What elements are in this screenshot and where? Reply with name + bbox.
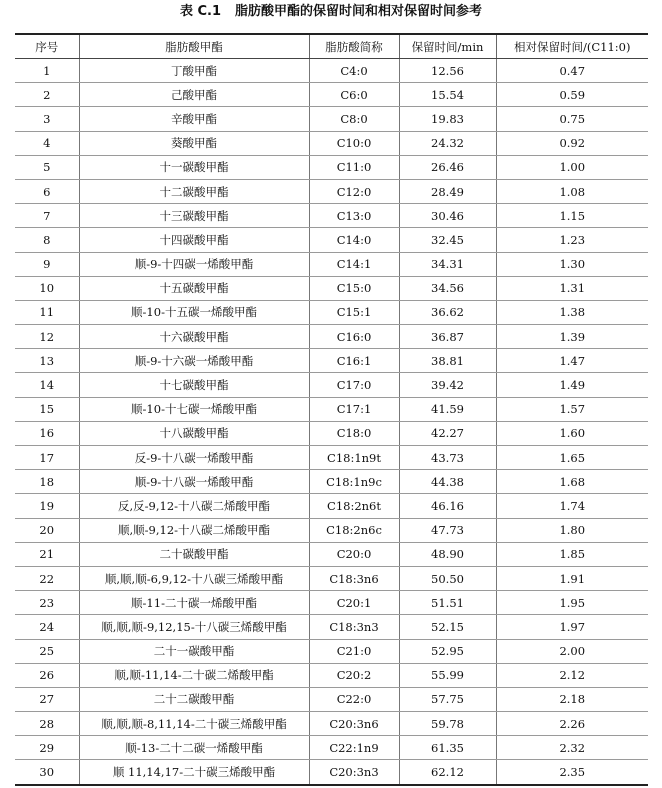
cell-retention-time: 50.50 (399, 566, 496, 590)
cell-fame-name: 顺-13-二十二碳一烯酸甲酯 (79, 736, 309, 760)
cell-index: 4 (15, 131, 79, 155)
cell-index: 3 (15, 107, 79, 131)
table-row (15, 615, 648, 639)
cell-retention-time: 55.99 (399, 663, 496, 687)
cell-fame-name: 葵酸甲酯 (79, 131, 309, 155)
table-row (15, 760, 648, 785)
cell-relative-retention-time: 2.00 (496, 639, 648, 663)
table-row (15, 639, 648, 663)
cell-index: 22 (15, 566, 79, 590)
table-row (15, 687, 648, 711)
cell-fame-name: 反-9-十八碳一烯酸甲酯 (79, 446, 309, 470)
cell-index: 16 (15, 421, 79, 445)
header-fame-name: 脂肪酸甲酯 (79, 34, 309, 59)
cell-relative-retention-time: 1.38 (496, 300, 648, 324)
cell-abbreviation: C18:1n9t (309, 446, 399, 470)
cell-abbreviation: C17:1 (309, 397, 399, 421)
cell-abbreviation: C15:1 (309, 300, 399, 324)
retention-time-table (15, 33, 648, 786)
cell-index: 19 (15, 494, 79, 518)
cell-abbreviation: C18:3n6 (309, 566, 399, 590)
cell-relative-retention-time: 1.65 (496, 446, 648, 470)
cell-relative-retention-time: 1.91 (496, 566, 648, 590)
cell-index: 25 (15, 639, 79, 663)
cell-retention-time: 61.35 (399, 736, 496, 760)
cell-index: 13 (15, 349, 79, 373)
cell-retention-time: 19.83 (399, 107, 496, 131)
table-row (15, 59, 648, 83)
table-row (15, 300, 648, 324)
cell-fame-name: 顺-9-十四碳一烯酸甲酯 (79, 252, 309, 276)
cell-retention-time: 34.31 (399, 252, 496, 276)
cell-relative-retention-time: 1.39 (496, 325, 648, 349)
cell-fame-name: 反,反-9,12-十八碳二烯酸甲酯 (79, 494, 309, 518)
cell-retention-time: 59.78 (399, 712, 496, 736)
cell-index: 15 (15, 397, 79, 421)
cell-index: 17 (15, 446, 79, 470)
cell-fame-name: 顺,顺-9,12-十八碳二烯酸甲酯 (79, 518, 309, 542)
cell-abbreviation: C21:0 (309, 639, 399, 663)
cell-relative-retention-time: 1.31 (496, 276, 648, 300)
table-row (15, 179, 648, 203)
header-index: 序号 (15, 34, 79, 59)
cell-index: 26 (15, 663, 79, 687)
table-row (15, 325, 648, 349)
cell-fame-name: 十八碳酸甲酯 (79, 421, 309, 445)
cell-relative-retention-time: 1.97 (496, 615, 648, 639)
cell-fame-name: 二十碳酸甲酯 (79, 542, 309, 566)
cell-relative-retention-time: 1.23 (496, 228, 648, 252)
cell-fame-name: 二十二碳酸甲酯 (79, 687, 309, 711)
table-row (15, 470, 648, 494)
cell-fame-name: 顺,顺,顺-8,11,14-二十碳三烯酸甲酯 (79, 712, 309, 736)
cell-retention-time: 26.46 (399, 155, 496, 179)
cell-abbreviation: C20:3n6 (309, 712, 399, 736)
cell-relative-retention-time: 1.08 (496, 179, 648, 203)
table-row (15, 712, 648, 736)
cell-retention-time: 46.16 (399, 494, 496, 518)
cell-abbreviation: C10:0 (309, 131, 399, 155)
cell-abbreviation: C8:0 (309, 107, 399, 131)
cell-index: 12 (15, 325, 79, 349)
table-row (15, 421, 648, 445)
header-retention-time: 保留时间/min (399, 34, 496, 59)
cell-index: 27 (15, 687, 79, 711)
header-row (15, 34, 648, 59)
cell-fame-name: 己酸甲酯 (79, 83, 309, 107)
cell-index: 18 (15, 470, 79, 494)
cell-relative-retention-time: 0.92 (496, 131, 648, 155)
cell-relative-retention-time: 2.32 (496, 736, 648, 760)
cell-retention-time: 12.56 (399, 59, 496, 83)
cell-relative-retention-time: 1.30 (496, 252, 648, 276)
header-relative-retention-time: 相对保留时间/(C11:0) (496, 34, 648, 59)
cell-index: 28 (15, 712, 79, 736)
cell-fame-name: 顺-9-十八碳一烯酸甲酯 (79, 470, 309, 494)
table-row (15, 228, 648, 252)
cell-retention-time: 36.87 (399, 325, 496, 349)
cell-fame-name: 顺,顺-11,14-二十碳二烯酸甲酯 (79, 663, 309, 687)
cell-index: 7 (15, 204, 79, 228)
cell-abbreviation: C18:1n9c (309, 470, 399, 494)
cell-relative-retention-time: 2.26 (496, 712, 648, 736)
cell-fame-name: 十七碳酸甲酯 (79, 373, 309, 397)
table-row (15, 107, 648, 131)
cell-retention-time: 44.38 (399, 470, 496, 494)
cell-retention-time: 34.56 (399, 276, 496, 300)
cell-abbreviation: C20:2 (309, 663, 399, 687)
cell-abbreviation: C14:1 (309, 252, 399, 276)
cell-retention-time: 43.73 (399, 446, 496, 470)
cell-relative-retention-time: 1.15 (496, 204, 648, 228)
cell-relative-retention-time: 1.47 (496, 349, 648, 373)
table-row (15, 542, 648, 566)
cell-abbreviation: C13:0 (309, 204, 399, 228)
cell-abbreviation: C18:2n6c (309, 518, 399, 542)
cell-relative-retention-time: 1.80 (496, 518, 648, 542)
cell-relative-retention-time: 1.00 (496, 155, 648, 179)
cell-fame-name: 十一碳酸甲酯 (79, 155, 309, 179)
cell-retention-time: 52.95 (399, 639, 496, 663)
table-row (15, 494, 648, 518)
cell-abbreviation: C18:2n6t (309, 494, 399, 518)
cell-fame-name: 十三碳酸甲酯 (79, 204, 309, 228)
cell-fame-name: 顺,顺,顺-9,12,15-十八碳三烯酸甲酯 (79, 615, 309, 639)
cell-abbreviation: C20:0 (309, 542, 399, 566)
table-caption (0, 3, 662, 21)
cell-retention-time: 38.81 (399, 349, 496, 373)
cell-index: 24 (15, 615, 79, 639)
table-row (15, 591, 648, 615)
table-row (15, 155, 648, 179)
caption-title: 脂肪酸甲酯的保留时间和相对保留时间参考 (235, 4, 483, 19)
cell-fame-name: 二十一碳酸甲酯 (79, 639, 309, 663)
cell-retention-time: 39.42 (399, 373, 496, 397)
cell-retention-time: 32.45 (399, 228, 496, 252)
cell-fame-name: 辛酸甲酯 (79, 107, 309, 131)
cell-relative-retention-time: 1.68 (496, 470, 648, 494)
table-row (15, 83, 648, 107)
cell-index: 30 (15, 760, 79, 785)
cell-relative-retention-time: 2.12 (496, 663, 648, 687)
cell-relative-retention-time: 1.57 (496, 397, 648, 421)
cell-fame-name: 十四碳酸甲酯 (79, 228, 309, 252)
caption-label: 表 C.1 (179, 4, 222, 19)
cell-index: 21 (15, 542, 79, 566)
cell-abbreviation: C22:1n9 (309, 736, 399, 760)
cell-abbreviation: C16:1 (309, 349, 399, 373)
cell-fame-name: 十二碳酸甲酯 (79, 179, 309, 203)
cell-retention-time: 24.32 (399, 131, 496, 155)
cell-fame-name: 顺-11-二十碳一烯酸甲酯 (79, 591, 309, 615)
table-row (15, 204, 648, 228)
cell-retention-time: 41.59 (399, 397, 496, 421)
cell-abbreviation: C12:0 (309, 179, 399, 203)
cell-index: 6 (15, 179, 79, 203)
table-row (15, 397, 648, 421)
cell-abbreviation: C20:1 (309, 591, 399, 615)
cell-retention-time: 28.49 (399, 179, 496, 203)
cell-fame-name: 十六碳酸甲酯 (79, 325, 309, 349)
cell-retention-time: 51.51 (399, 591, 496, 615)
cell-abbreviation: C4:0 (309, 59, 399, 83)
cell-abbreviation: C18:3n3 (309, 615, 399, 639)
cell-retention-time: 42.27 (399, 421, 496, 445)
table-row (15, 131, 648, 155)
cell-retention-time: 15.54 (399, 83, 496, 107)
cell-index: 29 (15, 736, 79, 760)
cell-retention-time: 57.75 (399, 687, 496, 711)
cell-relative-retention-time: 1.74 (496, 494, 648, 518)
cell-abbreviation: C15:0 (309, 276, 399, 300)
table-body (15, 59, 648, 785)
cell-retention-time: 48.90 (399, 542, 496, 566)
cell-abbreviation: C14:0 (309, 228, 399, 252)
cell-abbreviation: C17:0 (309, 373, 399, 397)
cell-retention-time: 52.15 (399, 615, 496, 639)
cell-relative-retention-time: 1.85 (496, 542, 648, 566)
cell-fame-name: 丁酸甲酯 (79, 59, 309, 83)
table-row (15, 373, 648, 397)
cell-relative-retention-time: 0.59 (496, 83, 648, 107)
table-row (15, 663, 648, 687)
table-row (15, 736, 648, 760)
table-header (15, 34, 648, 59)
cell-relative-retention-time: 1.95 (496, 591, 648, 615)
table-row (15, 566, 648, 590)
table-row (15, 446, 648, 470)
cell-retention-time: 30.46 (399, 204, 496, 228)
cell-fame-name: 顺 11,14,17-二十碳三烯酸甲酯 (79, 760, 309, 785)
cell-relative-retention-time: 1.60 (496, 421, 648, 445)
cell-index: 10 (15, 276, 79, 300)
cell-fame-name: 顺-10-十五碳一烯酸甲酯 (79, 300, 309, 324)
cell-index: 2 (15, 83, 79, 107)
cell-index: 9 (15, 252, 79, 276)
cell-retention-time: 36.62 (399, 300, 496, 324)
cell-index: 14 (15, 373, 79, 397)
cell-abbreviation: C16:0 (309, 325, 399, 349)
cell-index: 23 (15, 591, 79, 615)
cell-index: 8 (15, 228, 79, 252)
table-row (15, 252, 648, 276)
cell-fame-name: 十五碳酸甲酯 (79, 276, 309, 300)
table-row (15, 276, 648, 300)
cell-index: 5 (15, 155, 79, 179)
cell-retention-time: 62.12 (399, 760, 496, 785)
cell-abbreviation: C18:0 (309, 421, 399, 445)
cell-relative-retention-time: 1.49 (496, 373, 648, 397)
header-abbreviation: 脂肪酸简称 (309, 34, 399, 59)
cell-retention-time: 47.73 (399, 518, 496, 542)
cell-relative-retention-time: 2.35 (496, 760, 648, 785)
cell-relative-retention-time: 2.18 (496, 687, 648, 711)
cell-index: 1 (15, 59, 79, 83)
table-row (15, 518, 648, 542)
cell-abbreviation: C22:0 (309, 687, 399, 711)
cell-fame-name: 顺,顺,顺-6,9,12-十八碳三烯酸甲酯 (79, 566, 309, 590)
cell-index: 20 (15, 518, 79, 542)
cell-fame-name: 顺-10-十七碳一烯酸甲酯 (79, 397, 309, 421)
cell-abbreviation: C11:0 (309, 155, 399, 179)
cell-relative-retention-time: 0.47 (496, 59, 648, 83)
cell-index: 11 (15, 300, 79, 324)
cell-fame-name: 顺-9-十六碳一烯酸甲酯 (79, 349, 309, 373)
cell-abbreviation: C20:3n3 (309, 760, 399, 785)
cell-abbreviation: C6:0 (309, 83, 399, 107)
table-row (15, 349, 648, 373)
cell-relative-retention-time: 0.75 (496, 107, 648, 131)
